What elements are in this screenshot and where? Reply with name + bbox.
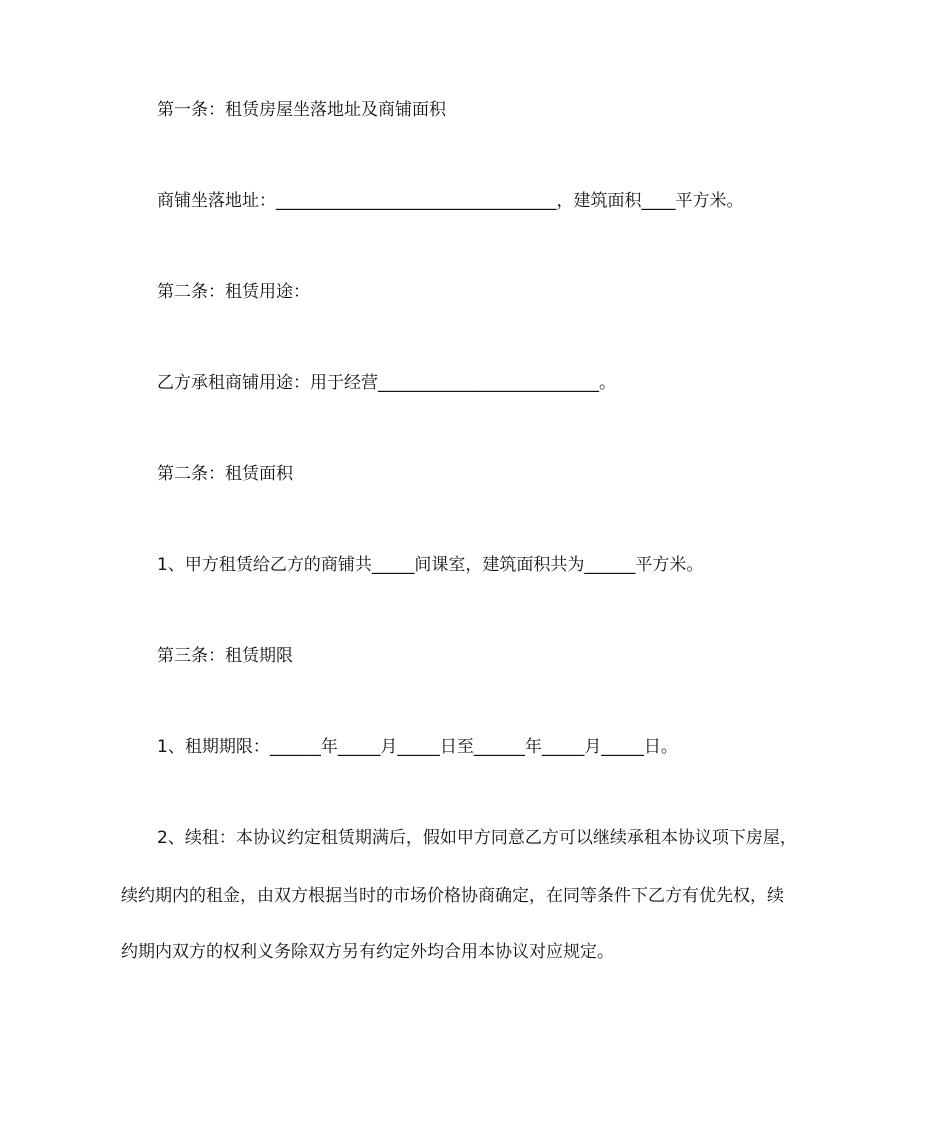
article-2-heading: 第二条：租赁用途：	[157, 282, 310, 302]
shop-address-line: 商铺坐落地址：_________________________________，建筑面积____平方米。	[157, 191, 744, 211]
rental-area-line: 1、甲方租赁给乙方的商铺共_____间课室，建筑面积共为______平方米。	[157, 555, 704, 575]
lease-term-line: 1、租期期限：______年_____月_____日至______年_____月_____日。	[157, 737, 678, 757]
article-3-heading: 第三条：租赁期限	[157, 646, 293, 666]
article-1-heading: 第一条：租赁房屋坐落地址及商铺面积	[157, 100, 446, 120]
article-2b-heading: 第二条：租赁面积	[157, 464, 293, 484]
shop-usage-line: 乙方承租商铺用途：用于经营__________________________。	[157, 373, 616, 393]
renewal-paragraph-line-2: 续约期内的租金，由双方根据当时的市场价格协商确定，在同等条件下乙方有优先权，续	[121, 886, 784, 906]
renewal-paragraph-line-3: 约期内双方的权利义务除双方另有约定外均合用本协议对应规定。	[121, 942, 614, 962]
renewal-paragraph-line-1: 2、续租：本协议约定租赁期满后，假如甲方同意乙方可以继续承租本协议项下房屋，	[157, 828, 797, 848]
